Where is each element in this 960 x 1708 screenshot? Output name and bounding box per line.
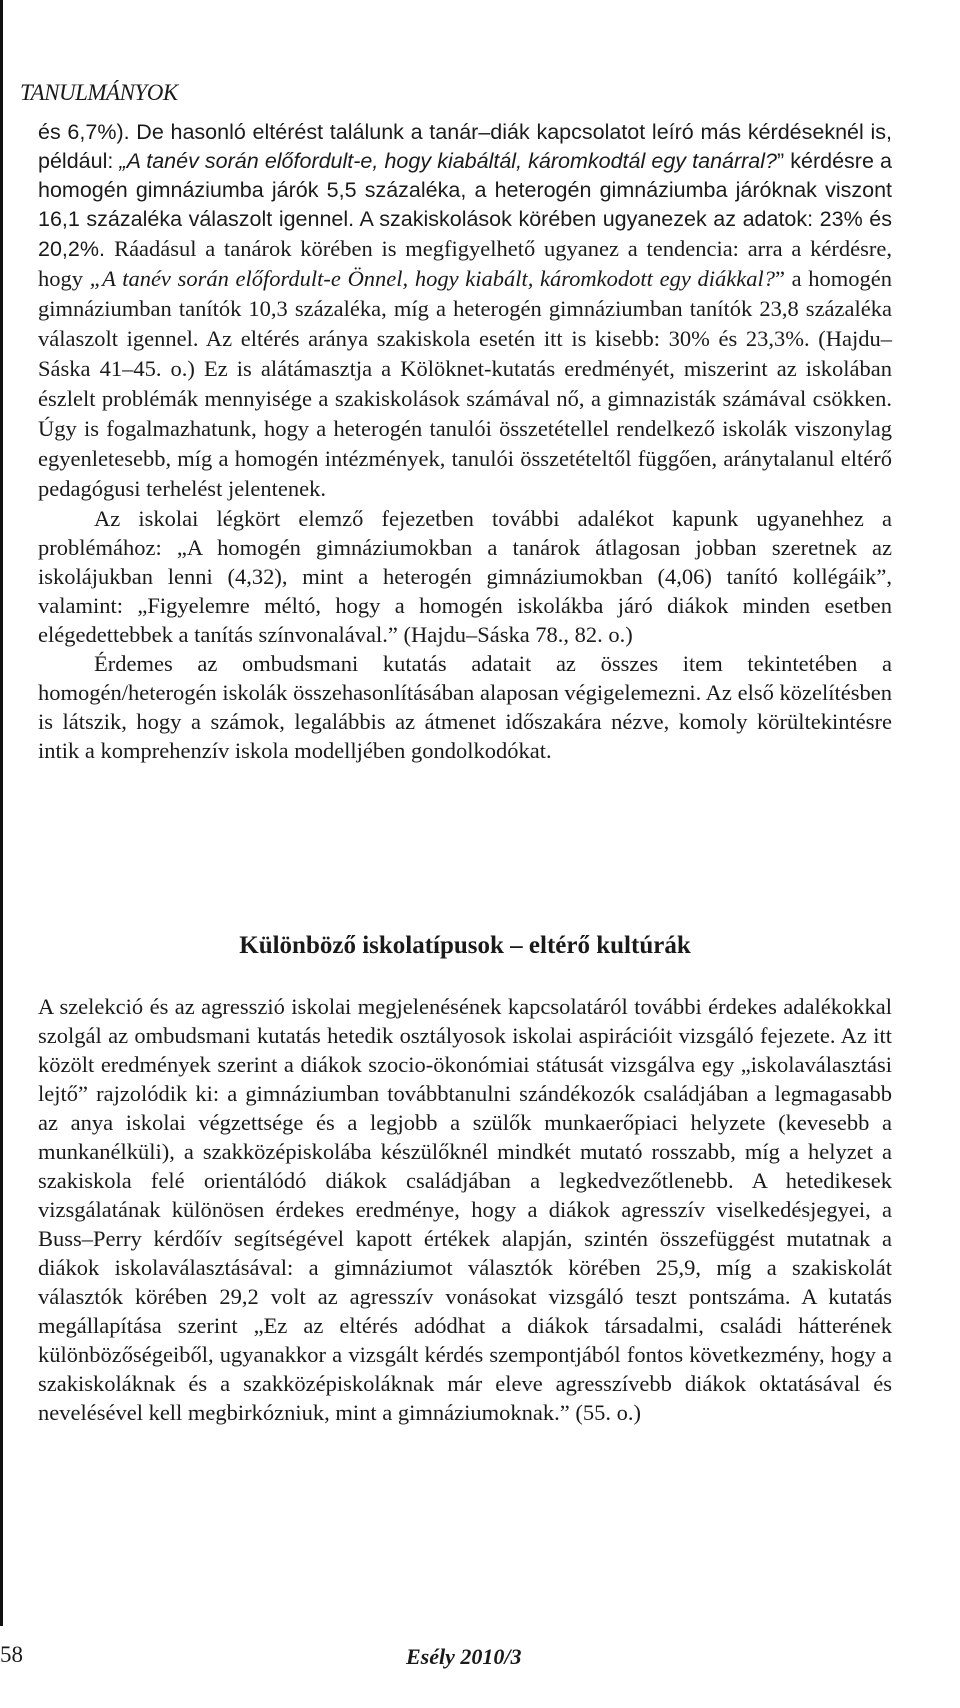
paragraph-1-text-c: Ráadásul a tanárok körében is megfigyelhető ugyanez a tendencia: arra a kérdésre, hogy <box>38 236 892 291</box>
paragraph-3: Érdemes az ombudsmani kutatás adatait az összes item tekintetében a homogén/heterogén iskolák összehasonlításában alaposan végigelemezni. Az első közelítésben is látszik, hogy a számok, legalábbis az átmenet időszakára nézve, komoly körültekintésre intik a komprehenzív iskola modelljében gondolkodókat. <box>38 651 892 763</box>
paragraph-1-text-a: és 6,7%). De hasonló eltérést találunk a tanár–diák kapcsolatot leíró más kérdéseknél is, például: <box>38 120 892 173</box>
paragraph-1 <box>38 118 892 504</box>
paragraph-4: A szelekció és az agresszió iskolai megjelenésének kapcsolatáról további érdekes adalékokkal szolgál az ombudsmani kutatás hetedik osztályosok iskolai aspirációit vizsgáló fejezete. Az itt közölt eredmények szerint a diákok szocio-ökonómiai státusát vizsgálva egy „iskolaválasztási lejtő” rajzolódik ki: a gimnáziumban továbbtanulni szándékozók családjában a legmagasabb az anya iskolai végzettsége és a legjobb a szülők munkaerőpiaci helyzete (kevesebb a munkanélküli), a szakközépiskolába készülőknél mindkét mutató rosszabb, míg a helyzet a szakiskola felé orientálódó diákok családjában a legkedvezőtlenebb. A hetedikesek vizsgálatának különösen érdekes eredménye, hogy a diákok agresszív viselkedésjegyei, a Buss–Perry kérdőív segítségével kapott értékek alapján, szintén összefüggést mutatnak a diákok iskolaválasztásával: a gimnáziumot választók körében 25,9, míg a szakiskolát választók körében 29,2 volt az agresszív vonásokat vizsgáló teszt pontszáma. A kutatás megállapítása szerint „Ez az eltérés adódhat a diákok társadalmi, családi hátterének különbözőségeiből, ugyanakkor a vizsgált kérdés szempontjából fontos következmény, hogy a szakiskoláknak és a szakközépiskoláknak már eleve agresszívebb diákok oktatásával és nevelésével kell megbirkózniuk, mint a gimnáziumoknak.” (55. o.) <box>38 994 892 1425</box>
paragraph-2: Az iskolai légkört elemző fejezetben további adalékot kapunk ugyanehhez a problémához: „A homogén gimnáziumokban a tanárok átlagosan jobban szeretnek az iskolájukban lenni (4,32), mint a heterogén gimnáziumokban (4,06) tanító kollégáik”, valamint: „Figyelemre méltó, hogy a homogén iskolákba járó diákok minden esetben elégedettebbek a tanítás színvonalával.” (Hajdu–Sáska 78., 82. o.) <box>38 506 892 647</box>
page-number: 58 <box>0 1642 23 1667</box>
quoted-question-1: „A tanév során előfordult-e, hogy kiabáltál, káromkodtál egy tanárral? <box>119 149 777 173</box>
section-heading: Különböző iskolatípusok – eltérő kultúrák <box>239 932 691 959</box>
journal-footer: Esély 2010/3 <box>406 1644 522 1669</box>
body-text-bottom <box>38 992 892 1427</box>
running-head: TANULMÁNYOK <box>20 80 178 105</box>
paragraph-1-text-d: ” a homogén gimnáziumban tanítók 10,3 százaléka, míg a heterogén gimnáziumban tanítók 23,8 százaléka válaszolt igennel. Az eltérés aránya szakiskola esetén itt is kisebb: 30% és 23,3%. (Hajdu–Sáska 41–45. o.) Ez is alátámasztja a Kölöknet-kutatás eredményét, miszerint az iskolában észlelt problémák mennyisége a szakiskolások számával nő, a gimnazisták számával csökken. Úgy is fogalmazhatunk, hogy a heterogén tanulói összetétellel rendelkező iskolák viszonylag egyenletesebb, míg a homogén intézmények, tanulói összetételtől függően, aránytalanul eltérő pedagógusi terhelést jelentenek. <box>38 266 892 501</box>
quoted-question-2: „A tanév során előfordult-e Önnel, hogy kiabált, káromkodott egy diákkal? <box>89 266 775 291</box>
paragraph-1-text-b: ” kérdésre a homogén gimnáziumba járók 5,5 százaléka, a heterogén gimnáziumba járóknak viszont 16,1 százaléka válaszolt igennel. A szakiskolások körében ugyanezek az adatok: 23% és 20,2%. <box>38 149 892 261</box>
left-margin-rule <box>0 0 3 1626</box>
body-text-top <box>38 118 892 765</box>
